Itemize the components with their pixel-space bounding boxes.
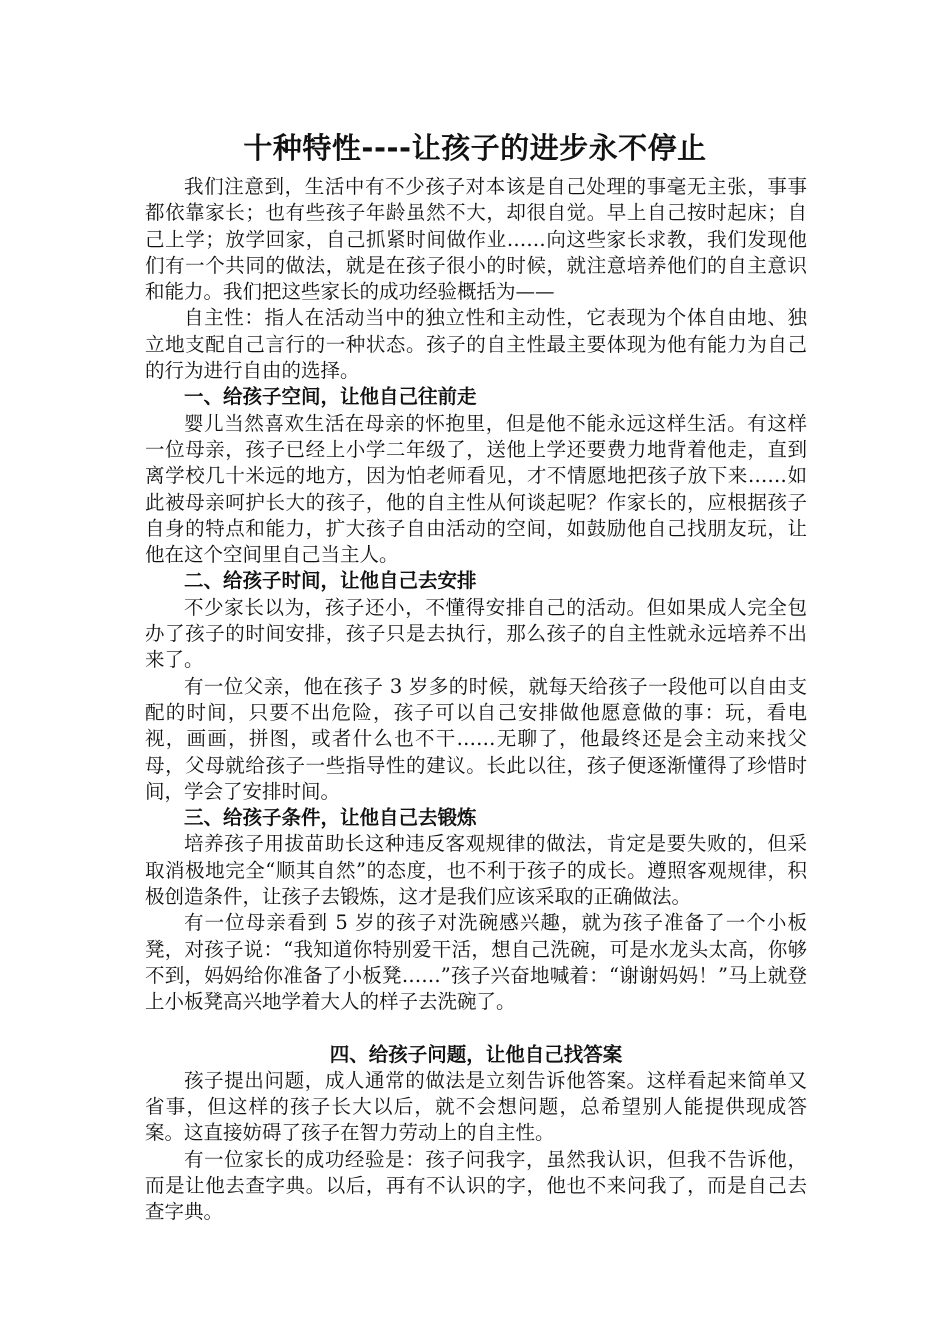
- section-4-paragraph-1: 孩子提出问题，成人通常的做法是立刻告诉他答案。这样看起来简单又省事，但这样的孩子长大以后，就不会想问题，总希望别人能提供现成答案。这直接妨碍了孩子在智力劳动上的自主性。: [145, 1068, 807, 1145]
- section-2-paragraph-1: 不少家长以为，孩子还小，不懂得安排自己的活动。但如果成人完全包办了孩子的时间安排，孩子只是去执行，那么孩子的自主性就永远培养不出来了。: [145, 595, 807, 672]
- section-3-paragraph-1: 培养孩子用拔苗助长这种违反客观规律的做法，肯定是要失败的，但采取消极地完全“顺其自然”的态度，也不利于孩子的成长。遵照客观规律，积极创造条件，让孩子去锻炼，这才是我们应该采取的正确做法。: [145, 832, 807, 909]
- document-title: 十种特性----让孩子的进步永不停止: [243, 131, 707, 165]
- section-2-paragraph-2: 有一位父亲，他在孩子 3 岁多的时候，就每天给孩子一段他可以自由支配的时间，只要不出危险，孩子可以自己安排做他愿意做的事：玩，看电视，画画，拼图，或者什么也不干……无聊了，他最终还是会主动来找父母，父母就给孩子一些指导性的建议。长此以往，孩子便逐渐懂得了珍惜时间，学会了安排时间。: [145, 674, 807, 803]
- document-body: [145, 174, 807, 1226]
- section-4-heading: 四、给孩子问题，让他自己找答案: [329, 1042, 623, 1066]
- section-2-heading: 二、给孩子时间，让他自己去安排: [184, 569, 477, 593]
- intro-paragraph: 我们注意到，生活中有不少孩子对本该是自己处理的事毫无主张，事事都依靠家长；也有些孩子年龄虽然不大，却很自觉。早上自己按时起床；自己上学；放学回家，自己抓紧时间做作业……向这些家长求教，我们发现他们有一个共同的做法，就是在孩子很小的时候，就注意培养他们的自主意识和能力。我们把这些家长的成功经验概括为——: [145, 175, 807, 304]
- section-4-paragraph-2: 有一位家长的成功经验是：孩子问我字，虽然我认识，但我不告诉他，而是让他去查字典。以后，再有不认识的字，他也不来问我了，而是自己去查字典。: [145, 1147, 807, 1224]
- section-1-heading: 一、给孩子空间，让他自己往前走: [184, 385, 477, 409]
- definition-paragraph: 自主性：指人在活动当中的独立性和主动性，它表现为个体自由地、独立地支配自己言行的一种状态。孩子的自主性最主要体现为他有能力为自己的行为进行自由的选择。: [145, 306, 807, 383]
- section-1-paragraph: 婴儿当然喜欢生活在母亲的怀抱里，但是他不能永远这样生活。有这样一位母亲，孩子已经上小学二年级了，送他上学还要费力地背着他走，直到离学校几十米远的地方，因为怕老师看见，才不情愿地把孩子放下来……如此被母亲呵护长大的孩子，他的自主性从何谈起呢？作家长的，应根据孩子自身的特点和能力，扩大孩子自由活动的空间，如鼓励他自己找朋友玩，让他在这个空间里自己当主人。: [145, 411, 807, 567]
- section-3-paragraph-2: 有一位母亲看到 5 岁的孩子对洗碗感兴趣，就为孩子准备了一个小板凳，对孩子说：“我知道你特别爱干活，想自己洗碗，可是水龙头太高，你够不到，妈妈给你准备了小板凳……”孩子兴奋地喊着：“谢谢妈妈！”马上就登上小板凳高兴地学着大人的样子去洗碗了。: [145, 911, 807, 1014]
- section-3-heading: 三、给孩子条件，让他自己去锻炼: [184, 806, 477, 830]
